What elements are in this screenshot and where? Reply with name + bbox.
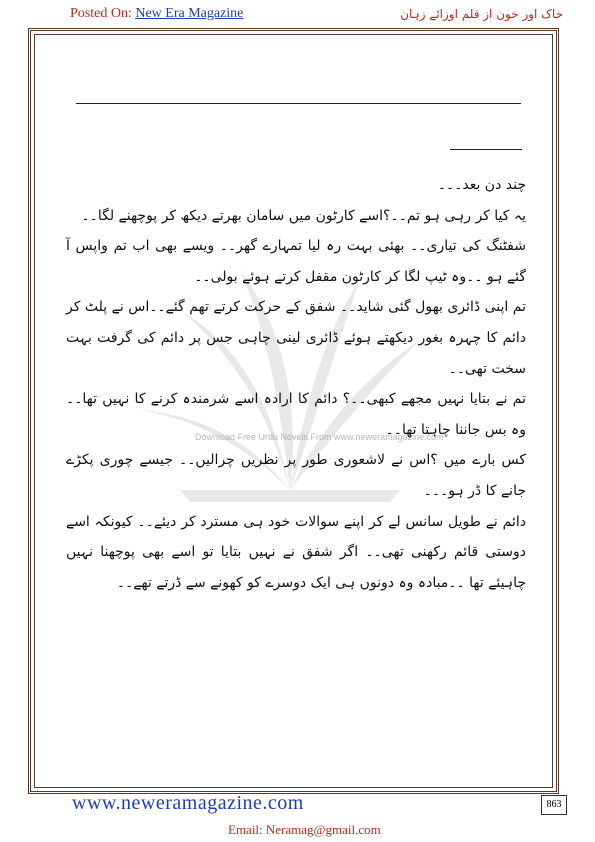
story-text bbox=[66, 170, 526, 598]
paragraph: یہ کیا کر رہی ہو تم۔۔؟اسے کارٹون میں سامان بھرتے دیکھ کر پوچھنے لگا۔۔ bbox=[81, 207, 526, 224]
paragraph: کس بارے میں ؟اس نے لاشعوری طور پر نظریں چرالیں۔۔ جیسے چوری پکڑے جانے کا ڈر ہو۔۔۔ bbox=[66, 452, 526, 499]
paragraph: چند دن بعد۔۔۔ bbox=[437, 177, 526, 193]
page-number: 863 bbox=[541, 795, 567, 815]
email-address[interactable]: Email: Neramag@gmail.com bbox=[228, 822, 381, 837]
novel-title-tag: خاک اور خون از قلم اوزائے زہان bbox=[400, 7, 563, 21]
paragraph: دائم نے طویل سانس لے کر اپنے سوالات خود ہی مسترد کر دیئے۔۔ کیونکہ اسے دوستی قائم رکھنی تھی۔۔ اگر شفق نے نہیں بتایا تو اسے بھی پوچھنا نہیں چاہیئے تھا ۔۔مبادہ وہ دونوں ہی ایک دوسرے کو کھونے سے ڈرتے تھے۔۔ bbox=[66, 513, 526, 591]
magazine-link[interactable]: New Era Magazine bbox=[135, 6, 244, 21]
paragraph: شفٹنگ کی تیاری۔۔ بھئی بہت رہ لیا تمہارے گھر۔۔ ویسے بھی اب تم واپس آ گئے ہو ۔۔وہ ٹیپ لگا کر کارٹون مقفل کرتے ہوئے بولی۔۔ bbox=[66, 238, 526, 285]
watermark-text: Download Free Urdu Novels From www.neweramagazine.com bbox=[195, 432, 444, 442]
paragraph: تم اپنی ڈائری بھول گئی شاید۔۔ شفق کے حرکت کرتے تھم گئے۔۔اس نے پلٹ کر دائم کا چہرہ بغور دیکھتے ہوئے ڈائری لینی چاہی جس پر دائم کی گرفت بہت سخت تھی۔۔ bbox=[66, 299, 526, 377]
posted-on-prefix: Posted On: bbox=[70, 6, 132, 21]
top-divider bbox=[76, 103, 521, 104]
paragraph: تم نے بتایا نہیں مجھے کبھی۔۔؟ دائم کا ارادہ اسے شرمندہ کرنے کا نہیں تھا۔۔ وہ بس جاننا چاہتا تھا۔۔ bbox=[66, 391, 526, 438]
posted-on-label bbox=[70, 6, 243, 22]
website-link[interactable]: www.neweramagazine.com bbox=[72, 792, 304, 814]
section-divider bbox=[450, 149, 522, 150]
